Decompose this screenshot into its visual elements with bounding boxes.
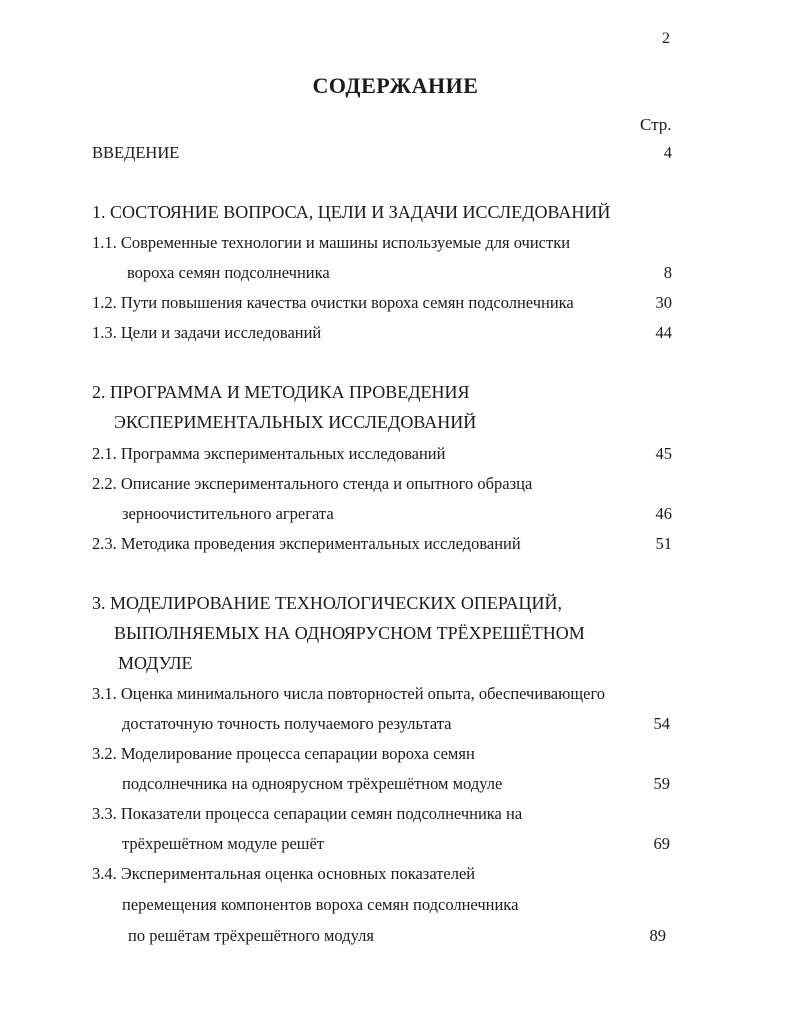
toc-page-3-2: 59	[653, 774, 670, 793]
toc-page-intro: 4	[663, 143, 672, 162]
toc-chapter-1-title: 1. СОСТОЯНИЕ ВОПРОСА, ЦЕЛИ И ЗАДАЧИ ИССЛЕДОВАНИЙ	[92, 202, 611, 222]
toc-entry-1-1-cont: вороха семян подсолнечника	[127, 263, 330, 282]
toc-page-3-1: 54	[653, 714, 670, 733]
toc-entry-2-2: 2.2. Описание экспериментального стенда и опытного образца	[92, 474, 533, 493]
toc-chapter-3-title-cont: ВЫПОЛНЯЕМЫХ НА ОДНОЯРУСНОМ ТРЁХРЕШЁТНОМ	[114, 623, 585, 643]
toc-entry-2-1: 2.1. Программа экспериментальных исследований	[92, 444, 446, 463]
toc-entry-1-3: 1.3. Цели и задачи исследований	[92, 323, 322, 342]
toc-chapter-2-title: 2. ПРОГРАММА И МЕТОДИКА ПРОВЕДЕНИЯ	[92, 382, 470, 402]
toc-entry-3-1: 3.1. Оценка минимального числа повторностей опыта, обеспечивающего	[92, 684, 606, 703]
toc-entry-3-2-cont: подсолнечника на одноярусном трёхрешётном модуле	[122, 774, 503, 793]
toc-entry-3-1-cont: достаточную точность получаемого результата	[122, 714, 452, 733]
toc-page-1-1: 8	[663, 263, 672, 282]
toc-entry-3-4-cont2: по решётам трёхрешётного модуля	[128, 926, 374, 945]
toc-entry-2-3: 2.3. Методика проведения экспериментальных исследований	[92, 534, 521, 553]
toc-page-2-3: 51	[655, 534, 672, 553]
toc-chapter-3-title: 3. МОДЕЛИРОВАНИЕ ТЕХНОЛОГИЧЕСКИХ ОПЕРАЦИЙ,	[92, 593, 563, 613]
page-number: 2	[662, 30, 670, 47]
toc-page-3-3: 69	[653, 834, 670, 853]
toc-page-2-2: 46	[655, 504, 672, 523]
toc-entry-3-3-cont: трёхрешётном модуле решёт	[122, 834, 325, 853]
page-title: СОДЕРЖАНИЕ	[312, 73, 479, 98]
page-column-label: Стр.	[640, 115, 672, 134]
toc-entry-3-4-cont: перемещения компонентов вороха семян подсолнечника	[122, 895, 519, 914]
toc-entry-3-2: 3.2. Моделирование процесса сепарации вороха семян	[92, 744, 475, 763]
toc-entry-intro: ВВЕДЕНИЕ	[92, 143, 180, 162]
toc-page-1-3: 44	[655, 323, 672, 342]
toc-chapter-3-title-cont2: МОДУЛЕ	[118, 653, 193, 673]
toc-page-2-1: 45	[655, 444, 672, 463]
toc-chapter-2-title-cont: ЭКСПЕРИМЕНТАЛЬНЫХ ИССЛЕДОВАНИЙ	[114, 412, 477, 432]
toc-page-1-2: 30	[655, 293, 672, 312]
toc-entry-2-2-cont: зерноочистительного агрегата	[122, 504, 334, 523]
toc-entry-3-3: 3.3. Показатели процесса сепарации семян подсолнечника на	[92, 804, 523, 823]
toc-entry-3-4: 3.4. Экспериментальная оценка основных показателей	[92, 864, 476, 883]
toc-entry-1-1: 1.1. Современные технологии и машины используемые для очистки	[92, 233, 571, 252]
toc-page-3-4: 89	[649, 926, 666, 945]
toc-entry-1-2: 1.2. Пути повышения качества очистки вороха семян подсолнечника	[92, 293, 574, 312]
